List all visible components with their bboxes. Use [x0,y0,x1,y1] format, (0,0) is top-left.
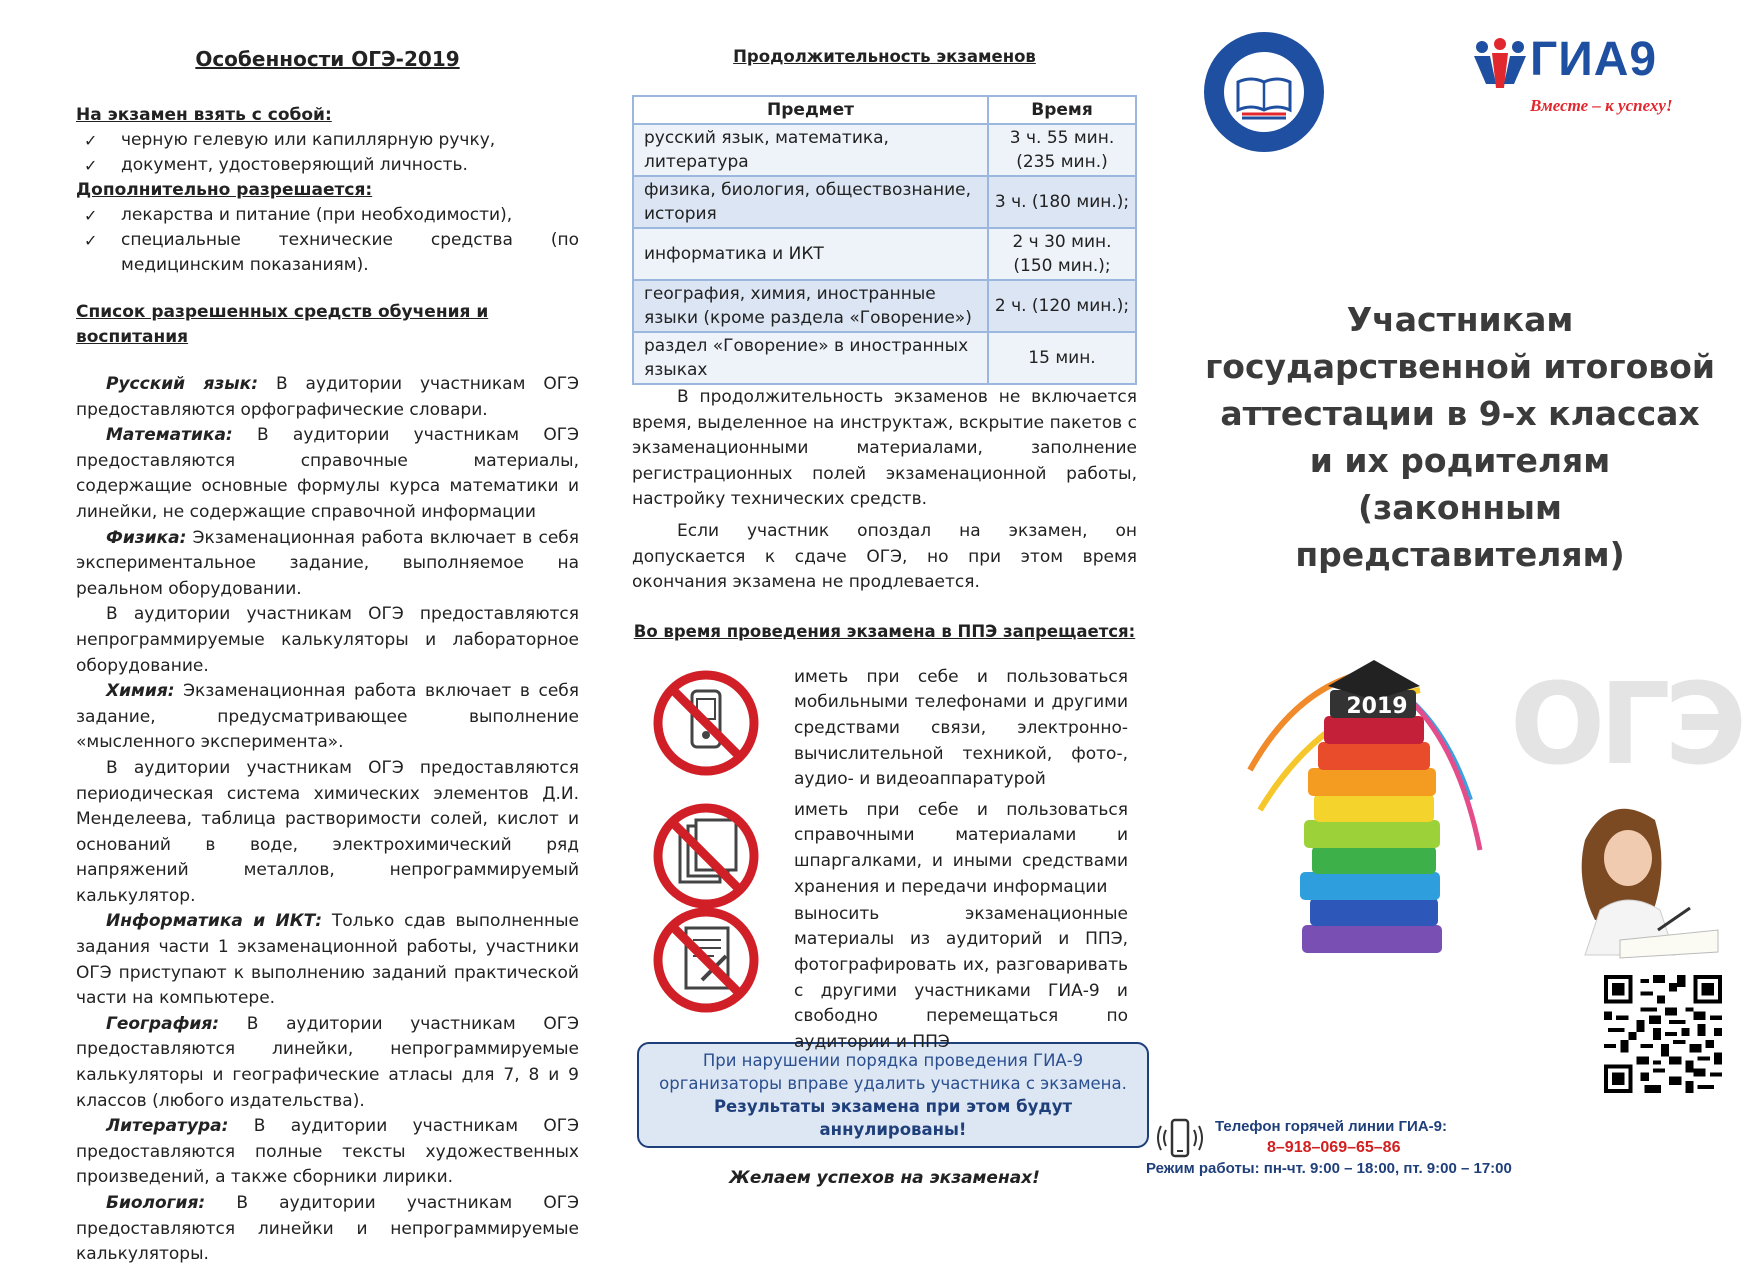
table-cell: русский язык, математика, литература [633,124,988,176]
column-exam-duration [632,0,1137,1188]
warning-emphasis: Результаты экзамена при этом будут аннулированы! [713,1096,1073,1139]
ban-item [632,665,1137,798]
title-line: (законным представителям) [1295,488,1625,574]
ban-heading: Во время проведения экзамена в ППЭ запрещается: [633,621,1136,641]
hotline-phone[interactable]: 8–918–069–65–86 [1267,1139,1401,1156]
duration-note: В продолжительность экзаменов не включается время, выделенное на инструктаж, вскрытие пакетов с экзаменационными материалами, заполнение регистрационных полей экзаменационной работы, настройку технических средств. [632,387,1137,510]
violation-warning-box [637,1042,1149,1148]
book-stack-year: 2019 [1346,694,1408,719]
title-line: государственной итоговой [1205,347,1715,386]
warning-text: При нарушении порядка проведения ГИА-9 организаторы вправе удалить участника с экзамена. [659,1050,1127,1093]
hotline-label: Телефон горячей линии ГИА-9: [1215,1118,1447,1135]
ban-item [632,902,1137,1052]
table-row [633,124,1136,176]
extra-heading: Дополнительно разрешается: [76,180,373,200]
phone-icon [1157,1118,1203,1158]
good-luck-text: Желаем успехов на экзаменах! [729,1167,1040,1188]
subject-paragraph: В аудитории участникам ОГЭ предоставляются непрограммируемые калькуляторы и лабораторное оборудование. [76,604,579,676]
title-line: аттестации в 9-х классах [1220,394,1700,433]
late-note: Если участник опоздал на экзамен, он допускается к сдаче ОГЭ, но при этом время окончания экзамена не продлевается. [632,520,1137,593]
ban-text: иметь при себе и пользоваться мобильными телефонами и другими средствами связи, электронно-вычислительной техникой, фото-, аудио- и видеоаппаратурой [794,666,1128,790]
table-cell: раздел «Говорение» в иностранных языках [633,332,988,384]
checkmark-icon: ✓ [84,206,98,225]
table-row [633,228,1136,280]
table-row [633,280,1136,332]
gia9-logo-text: ГИА9 [1530,33,1658,86]
duration-table [632,95,1137,385]
table-cell: 3 ч. (180 мин.); [988,176,1136,228]
table-cell: 3 ч. 55 мин. (235 мин.) [988,124,1136,176]
extra-item: ✓ лекарства и питание (при необходимости), [76,203,579,228]
subject-paragraph: Литература: В аудитории участникам ОГЭ предоставляются полные тексты художественных произведений, а также сборники лирики. [76,1116,579,1188]
table-header-row [633,96,1136,124]
table-cell: 2 ч 30 мин. (150 мин.); [988,228,1136,280]
people-logo-icon [1472,38,1528,90]
no-phone-icon [652,669,760,777]
table-header: Время [988,96,1136,124]
student-girl-image [1540,780,1720,960]
oge-word-cloud: ОГЭ [1510,660,1741,790]
brochure-title [1190,296,1730,578]
table-cell: 15 мин. [988,332,1136,384]
gia9-logo [1472,32,1712,122]
ban-list [632,665,1137,1052]
table-cell: физика, биология, обществознание, история [633,176,988,228]
bring-item: ✓ черную гелевую или капиллярную ручку, [76,128,579,153]
subject-paragraph: Русский язык: В аудитории участникам ОГЭ предоставляются орфографические словари. [76,374,579,420]
duration-title: Продолжительность экзаменов [733,47,1036,66]
title-line: Участникам [1346,300,1574,339]
checkmark-icon: ✓ [84,131,98,150]
subject-paragraph: Физика: Экзаменационная работа включает в себя экспериментальное задание, выполняемое на реальном оборудовании. [76,527,579,599]
subject-list [76,372,579,1268]
gia9-slogan: Вместе – к успеху! [1530,96,1673,115]
ban-text: иметь при себе и пользоваться справочными материалами и шпаргалками, и иными средствами хранения и передачи информации [794,799,1128,897]
ban-item [632,798,1137,902]
extra-item: ✓ специальные технические средства (по медицинским показаниям). [76,228,579,278]
title-line: и их родителям [1309,441,1611,480]
subject-paragraph: Химия: Экзаменационная работа включает в себя задание, предусматривающее выполнение «мысленного эксперимента». [76,681,579,753]
subject-paragraph: Математика: В аудитории участникам ОГЭ предоставляются справочные материалы, содержащие основные формулы курса математики и линейки, не содержащие справочной информации [76,425,579,522]
ban-text: выносить экзаменационные материалы из аудиторий и ППЭ, фотографировать их, разговаривать с другими участниками ГИА-9 и свободно перемещаться по аудитории и ППЭ [794,903,1128,1052]
allowed-materials-heading: Список разрешенных средств обучения и воспитания [76,302,489,347]
bring-item: ✓ документ, удостоверяющий личность. [76,153,579,178]
subject-paragraph: Биология: В аудитории участникам ОГЭ предоставляются линейки и непрограммируемые калькуляторы. [76,1193,579,1265]
qr-code-image [1604,975,1722,1093]
exam-illustration [1240,650,1741,960]
column-exam-features [76,0,579,1268]
subject-paragraph: Информатика и ИКТ: Только сдав выполненные задания части 1 экзаменационной работы, участники ОГЭ приступают к выполнению заданий практической части на компьютере. [76,911,579,1009]
hotline-hours: Режим работы: пн-чт. 9:00 – 18:00, пт. 9:00 – 17:00 [1146,1160,1512,1177]
table-cell: информатика и ИКТ [633,228,988,280]
subject-paragraph: В аудитории участникам ОГЭ предоставляются периодическая система химических элементов Д.И. Менделеева, таблица растворимости солей, кислот и оснований в воде, электрохимический ряд напряжений металлов, непрограммируемый калькулятор. [76,757,579,906]
table-cell: география, химия, иностранные языки (кроме раздела «Говорение») [633,280,988,332]
table-row [633,332,1136,384]
no-document-icon [652,906,760,1014]
checkmark-icon: ✓ [84,156,98,175]
table-header: Предмет [633,96,988,124]
checkmark-icon: ✓ [84,231,98,250]
subject-paragraph: География: В аудитории участникам ОГЭ предоставляются линейки, непрограммируемые калькуляторы и географические атласы для 7, 8 и 9 классов (любого издательства). [76,1013,579,1111]
table-cell: 2 ч. (120 мин.); [988,280,1136,332]
no-papers-icon [652,802,760,910]
ministry-seal-logo [1202,30,1326,154]
table-row [633,176,1136,228]
bring-heading: На экзамен взять с собой: [76,105,332,125]
features-title: Особенности ОГЭ-2019 [195,47,460,71]
